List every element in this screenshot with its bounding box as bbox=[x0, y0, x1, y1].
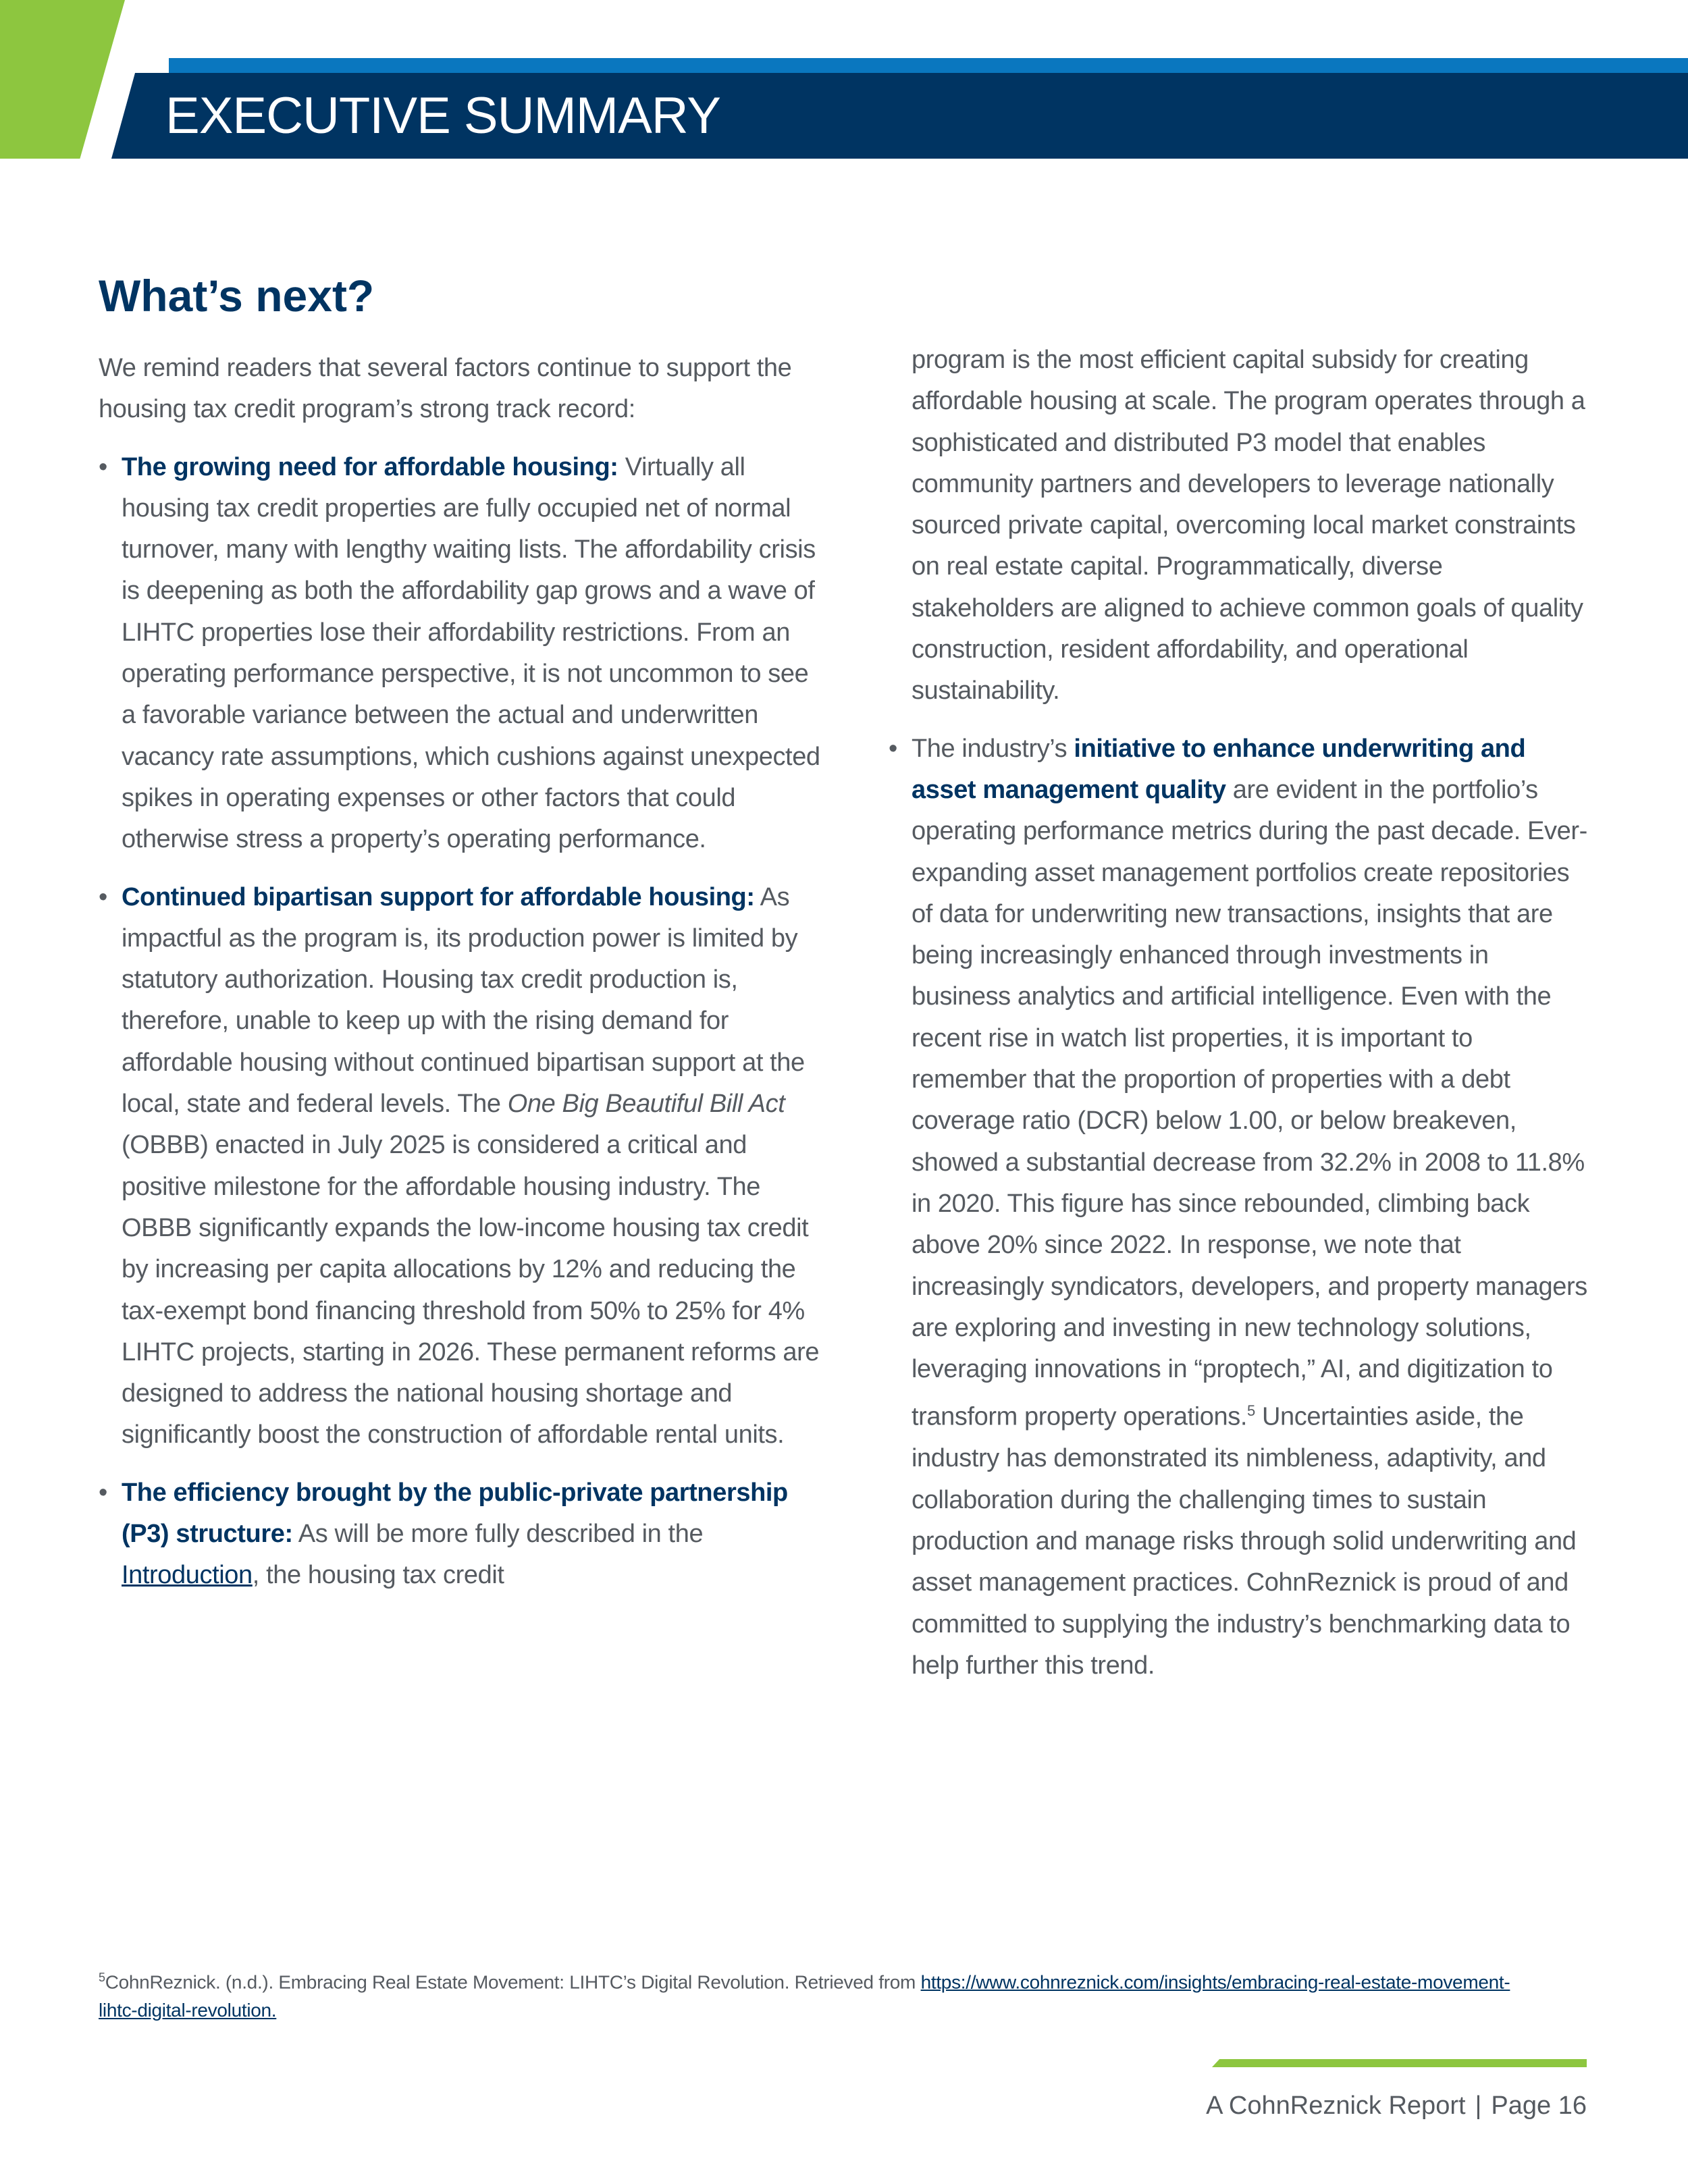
section-title: EXECUTIVE SUMMARY bbox=[165, 87, 720, 144]
bullet-affordable-need: • The growing need for affordable housing: Virtually all housing tax credit properties are fully occupied net of normal turnover, many with lengthy waiting lists. The affordability crisis is deepening as both the affordability gap grows and a wave of LIHTC properties lose their affordability restrictions. From an operating performance perspective, it is not uncommon to see a favorable variance between the actual and underwritten vacancy rate assumptions, which cushions against unexpected spikes in operating expenses or other factors that could otherwise stress a property’s operating performance. bbox=[99, 447, 828, 861]
footer-accent-bar bbox=[1212, 2059, 1587, 2067]
introduction-link[interactable]: Introduction bbox=[122, 1561, 253, 1590]
bullet-icon: • bbox=[99, 882, 107, 911]
blue-header-strip bbox=[169, 58, 1688, 74]
bullet-p3-continuation: program is the most efficient capital subsidy for creating affordable housing at scale. The program operates through a sophisticated and distributed P3 model that enables community partners and developers to leverage nationally sourced private capital, overcoming local market constraints on real estate capital. Programmatically, diverse stakeholders are aligned to achieve common goals of quality construction, resident affordability, and operational sustainability. bbox=[912, 346, 1585, 705]
page-number: Page 16 bbox=[1491, 2092, 1587, 2120]
footnote-ref[interactable]: 5 bbox=[1247, 1402, 1255, 1420]
intro-paragraph: We remind readers that several factors continue to support the housing tax credit program’s strong track record: bbox=[99, 354, 792, 424]
bullet-icon: • bbox=[99, 1478, 107, 1507]
left-column bbox=[99, 348, 828, 1613]
footnote: $^5$CohnReznick. (n.d.). Embracing Real Estate Movement: LIHTC’s Digital Revolution. Retrieved from https://www.cohnreznick.com/insights/embracing-real-estate-movement-lihtc-digital-revolution. bbox=[99, 1971, 1510, 2021]
bullet-icon: • bbox=[889, 734, 897, 763]
bullet-icon: • bbox=[99, 452, 107, 481]
footnote-link[interactable]: https://www.cohnreznick.com/insights/embracing-real-estate-movement-lihtc-digital-revolution. bbox=[99, 1971, 1510, 2021]
bullet-underwriting-quality: • The industry’s initiative to enhance underwriting and asset management quality are evident in the portfolio’s operating performance metrics during the past decade. Ever-expanding asset management portfolios create repositories of data for underwriting new transactions, insights that are being increasingly enhanced through investments in business analytics and artificial intelligence. Even with the recent rise in watch list properties, it is important to remember that the proportion of properties with a debt coverage ratio (DCR) below 1.00, or below breakeven, showed a substantial decrease from 32.2% in 2008 to 11.8% in 2020. This figure has since rebounded, climbing back above 20% since 2022. In response, we note that increasingly syndicators, developers, and property managers are exploring and investing in new technology solutions, leveraging innovations in “proptech,” AI, and digitization to transform property operations.$^5$ Uncertainties aside, the industry has demonstrated its nimbleness, adaptivity, and collaboration during the challenging times to sustain production and manage risks through solid underwriting and asset management practices. CohnReznick is proud of and committed to supplying the industry’s benchmarking data to help further this trend. bbox=[889, 728, 1591, 1686]
page-heading: What’s next? bbox=[99, 271, 375, 321]
bullet-p3-efficiency: • The efficiency brought by the public-private partnership (P3) structure: As will be more fully described in the Introduction, the housing tax credit bbox=[99, 1472, 828, 1597]
footer-separator: | bbox=[1475, 2092, 1482, 2120]
report-name: A CohnReznick Report bbox=[1206, 2092, 1466, 2120]
right-column bbox=[889, 340, 1591, 1703]
page-footer bbox=[1206, 2092, 1587, 2121]
bullet-bipartisan-support: • Continued bipartisan support for affordable housing: As impactful as the program is, its production power is limited by statutory authorization. Housing tax credit production is, therefore, unable to keep up with the rising demand for affordable housing without continued bipartisan support at the local, state and federal levels. The One Big Beautiful Bill Act (OBBB) enacted in July 2025 is considered a critical and positive milestone for the affordable housing industry. The OBBB significantly expands the low-income housing tax credit by increasing per capita allocations by 12% and reducing the tax-exempt bond financing threshold from 50% to 25% for 4% LIHTC projects, starting in 2026. These permanent reforms are designed to address the national housing shortage and significantly boost the construction of affordable rental units. bbox=[99, 877, 828, 1456]
green-accent-bar bbox=[0, 0, 125, 159]
